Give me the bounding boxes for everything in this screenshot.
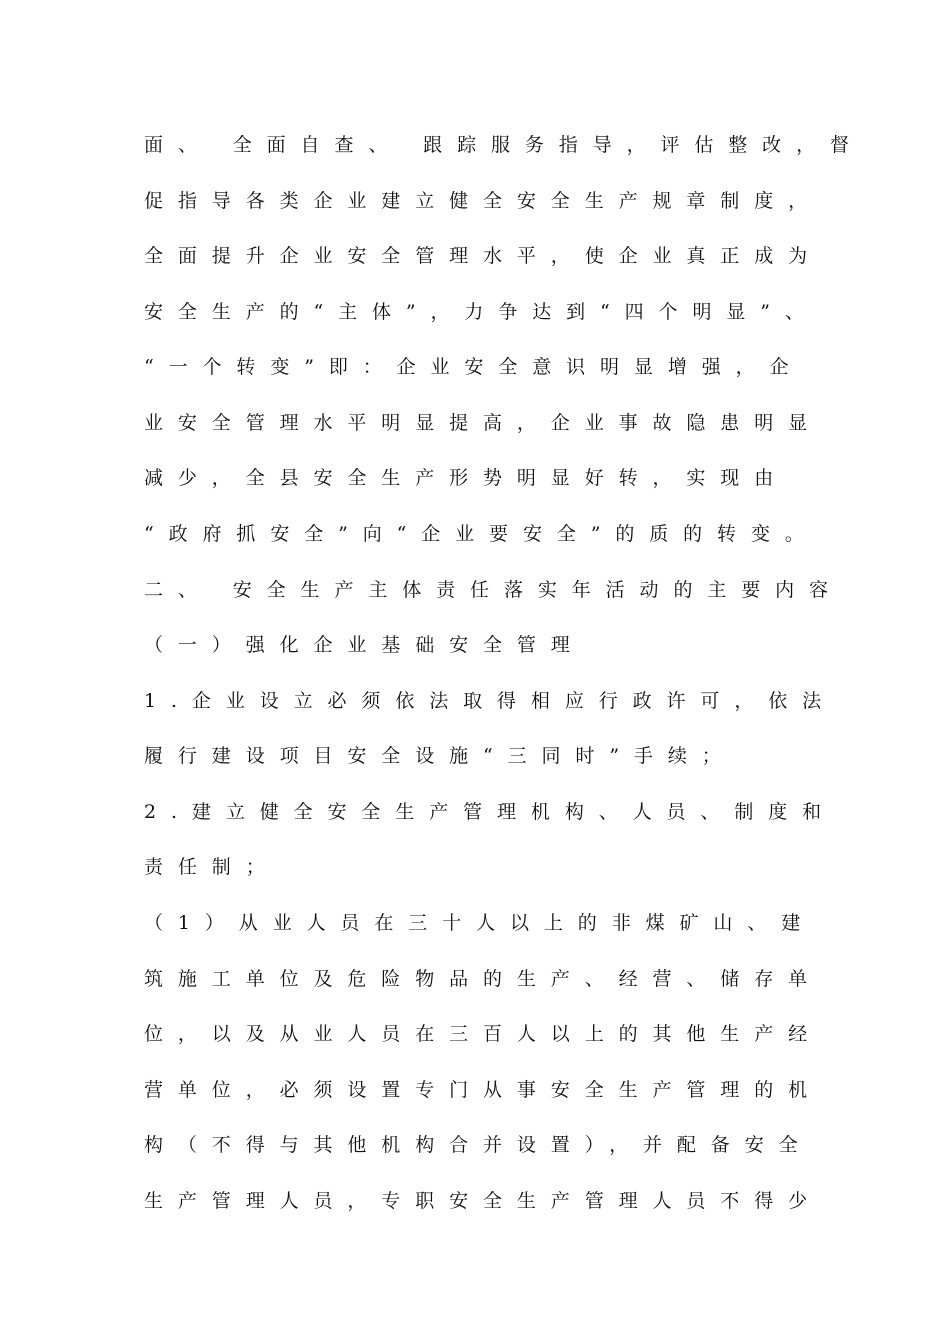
text-line-16: 筑施工单位及危险物品的生产、经营、储存单 [144, 968, 823, 990]
text-line-19: 构（不得与其他机构合并设置），并配备安全 [144, 1134, 813, 1156]
text-line-4: 安全生产的“主体”，力争达到“四个明显”、 [144, 301, 819, 323]
text-line-20: 生产管理人员，专职安全生产管理人员不得少 [144, 1190, 823, 1212]
text-line-1: 面、 全面自查、 跟踪服务指导，评估整改，督 [144, 134, 864, 156]
text-line-14: 责任制； [144, 856, 280, 878]
text-line-6: 业安全管理水平明显提高，企业事故隐患明显 [144, 412, 823, 434]
text-line-12: 履行建设项目安全设施“三同时”手续； [144, 745, 736, 767]
section-heading: 二、 安全生产主体责任落实年活动的主要内容 [144, 579, 843, 601]
text-line-18: 营单位，必须设置专门从事安全生产管理的机 [144, 1079, 823, 1101]
text-line-2: 促指导各类企业建立健全安全生产规章制度， [144, 190, 823, 212]
text-line-5: “一个转变”即：企业安全意识明显增强，企 [144, 356, 804, 378]
text-line-17: 位，以及从业人员在三百人以上的其他生产经 [144, 1023, 823, 1045]
subsection-heading: （一）强化企业基础安全管理 [144, 634, 585, 656]
text-line-8: “政府抓安全”向“企业要安全”的质的转变。 [144, 523, 819, 545]
text-line-11: 1.企业设立必须依法取得相应行政许可，依法 [144, 690, 837, 712]
text-line-13: 2.建立健全安全生产管理机构、人员、制度和 [144, 801, 837, 823]
text-line-15: （1）从业人员在三十人以上的非煤矿山、建 [144, 912, 816, 934]
text-line-3: 全面提升企业安全管理水平，使企业真正成为 [144, 245, 823, 267]
text-line-7: 减少，全县安全生产形势明显好转，实现由 [144, 467, 789, 489]
